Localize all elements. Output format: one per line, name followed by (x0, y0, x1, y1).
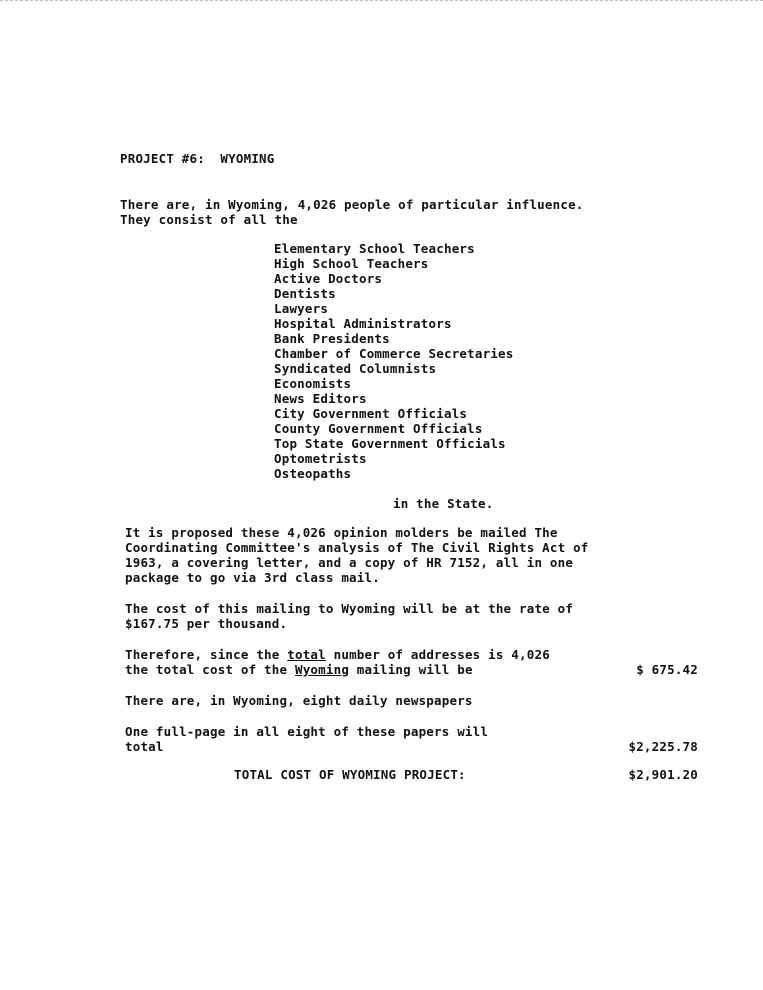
mailing-rate-paragraph (125, 601, 685, 631)
full-page-line-1: One full-page in all eight of these papers will (125, 724, 489, 739)
group-item: High School Teachers (274, 256, 429, 271)
therefore-line-1 (125, 647, 685, 662)
therefore-text: mailing will be (349, 662, 473, 677)
total-cost-label: TOTAL COST OF WYOMING PROJECT: (234, 767, 466, 782)
proposal-line: 1963, a covering letter, and a copy of HR 7152, all in one (125, 555, 574, 570)
newspapers-line: There are, in Wyoming, eight daily newspapers (125, 693, 473, 708)
therefore-text: Therefore, since the (125, 647, 288, 662)
proposal-line: Coordinating Committee's analysis of The Civil Rights Act of (125, 540, 589, 555)
group-item: Hospital Administrators (274, 316, 452, 331)
group-item: County Government Officials (274, 421, 483, 436)
underlined-wyoming-word: Wyoming (294, 662, 350, 677)
influence-groups-list (274, 241, 514, 481)
group-item: City Government Officials (274, 406, 468, 421)
rate-line: The cost of this mailing to Wyoming will be at the rate of (125, 601, 574, 616)
total-cost-amount: $2,901.20 (628, 767, 698, 782)
newspaper-cost-amount: $2,225.78 (628, 739, 698, 754)
intro-line-2: They consist of all the (120, 212, 298, 227)
group-item: Active Doctors (274, 271, 383, 286)
rate-line: $167.75 per thousand. (125, 616, 288, 631)
full-page-line-2: total (125, 739, 164, 754)
therefore-text: the total cost of the (125, 662, 295, 677)
in-the-state-line: in the State. (393, 496, 494, 511)
group-item: Optometrists (274, 451, 367, 466)
newspapers-paragraph (125, 693, 685, 708)
proposal-paragraph (125, 525, 685, 585)
group-item: Syndicated Columnists (274, 361, 437, 376)
group-item: News Editors (274, 391, 367, 406)
group-item: Elementary School Teachers (274, 241, 475, 256)
group-item: Bank Presidents (274, 331, 390, 346)
proposal-line: package to go via 3rd class mail. (125, 570, 380, 585)
group-item: Economists (274, 376, 352, 391)
group-item: Top State Government Officials (274, 436, 506, 451)
group-item: Osteopaths (274, 466, 352, 481)
group-item: Chamber of Commerce Secretaries (274, 346, 514, 361)
project-heading: PROJECT #6: WYOMING (120, 151, 275, 166)
therefore-text: number of addresses is 4,026 (325, 647, 550, 662)
underlined-total-word: total (287, 647, 326, 662)
group-item: Dentists (274, 286, 336, 301)
mailing-cost-amount: $ 675.42 (636, 662, 698, 677)
proposal-line: It is proposed these 4,026 opinion molders be mailed The (125, 525, 558, 540)
group-item: Lawyers (274, 301, 329, 316)
intro-line-1: There are, in Wyoming, 4,026 people of particular influence. (120, 197, 584, 212)
